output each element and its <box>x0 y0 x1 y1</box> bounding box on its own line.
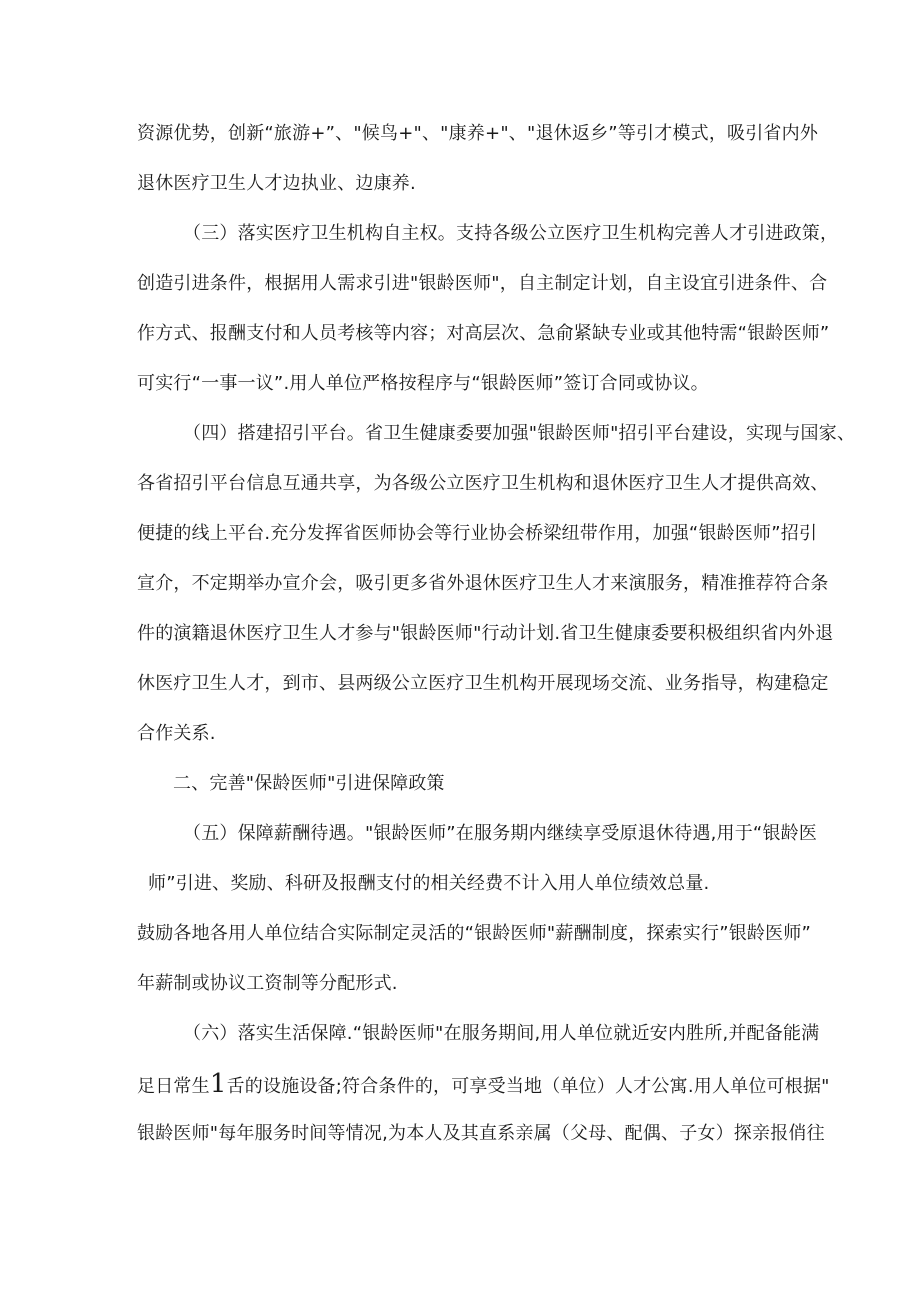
line-segment: 舌的设施设备;符合条件的，可享受当地（单位）人才公寓.用人单位可根据" <box>226 1076 830 1097</box>
paragraph-line: 休医疗卫生人才，到市、县两级公立医疗卫生机构开展现场交流、业务指导，构建稳定 <box>137 673 829 694</box>
section-heading: 二、完善"保龄医师"引进保障政策 <box>173 773 445 794</box>
paragraph-line: 便捷的线上平台.充分发挥省医师协会等行业协会桥梁纽带作用，加强“银龄医师”招引 <box>137 523 818 544</box>
paragraph-line: 鼓励各地各用人单位结合实际制定灵活的“银龄医师"薪酬制度，探索实行”银龄医师” <box>137 923 812 944</box>
paragraph-line: （四）搭建招引平台。省卫生健康委要加强"银龄医师"招引平台建设，实现与国家、 <box>183 423 856 444</box>
paragraph-line: 合作关系. <box>137 723 216 744</box>
paragraph-line: （三）落实医疗卫生机构自主权。支持各级公立医疗卫生机构完善人才引进政策， <box>183 223 839 244</box>
paragraph-line: 宣介，不定期举办宣介会，吸引更多省外退休医疗卫生人才来演服务，精准推荐符合条 <box>137 573 829 594</box>
line-segment: 足日常生 <box>137 1076 210 1097</box>
paragraph-line: 退休医疗卫生人才边执业、边康养. <box>137 173 416 194</box>
paragraph-line: 各省招引平台信息互通共享，为各级公立医疗卫生机构和退休医疗卫生人才提供高效、 <box>137 473 829 494</box>
paragraph-line: 师”引进、奖励、科研及报酬支付的相关经费不计入用人单位绩效总量. <box>148 873 710 894</box>
paragraph-line: 资源优势，创新“旅游+”、"候鸟+"、"康养+"、"退休返乡”等引才模式，吸引省内外 <box>137 123 819 144</box>
ocr-glyph: 1 <box>209 1069 227 1099</box>
paragraph-line <box>137 1069 830 1099</box>
paragraph-line: 作方式、报酬支付和人员考核等内容；对高层次、急俞紧缺专业或其他特需“银龄医师” <box>137 323 830 344</box>
paragraph-line: 可实行“一事一议”.用人单位严格按程序与“银龄医师”签订合同或协议。 <box>137 373 709 394</box>
paragraph-line: 创造引进条件，根据用人需求引进"银龄医师"，自主制定计划，自主设宜引进条件、合 <box>137 273 828 294</box>
paragraph-line: 件的演籍退休医疗卫生人才参与"银龄医师"行动计划.省卫生健康委要积极组织省内外退 <box>137 623 834 644</box>
paragraph-line: （六）落实生活保障.“银龄医师"在服务期间,用人单位就近安内胜所,并配备能满 <box>183 1023 820 1044</box>
paragraph-line: 年薪制或协议工资制等分配形式. <box>137 973 398 994</box>
paragraph-line: （五）保障薪酬待遇。"银龄医师”在服务期内继续享受原退休待遇,用于“银龄医 <box>183 823 818 844</box>
paragraph-line: 银龄医师"每年服务时间等情况,为本人及其直系亲属（父母、配偶、子女）探亲报俏往 <box>137 1123 825 1144</box>
